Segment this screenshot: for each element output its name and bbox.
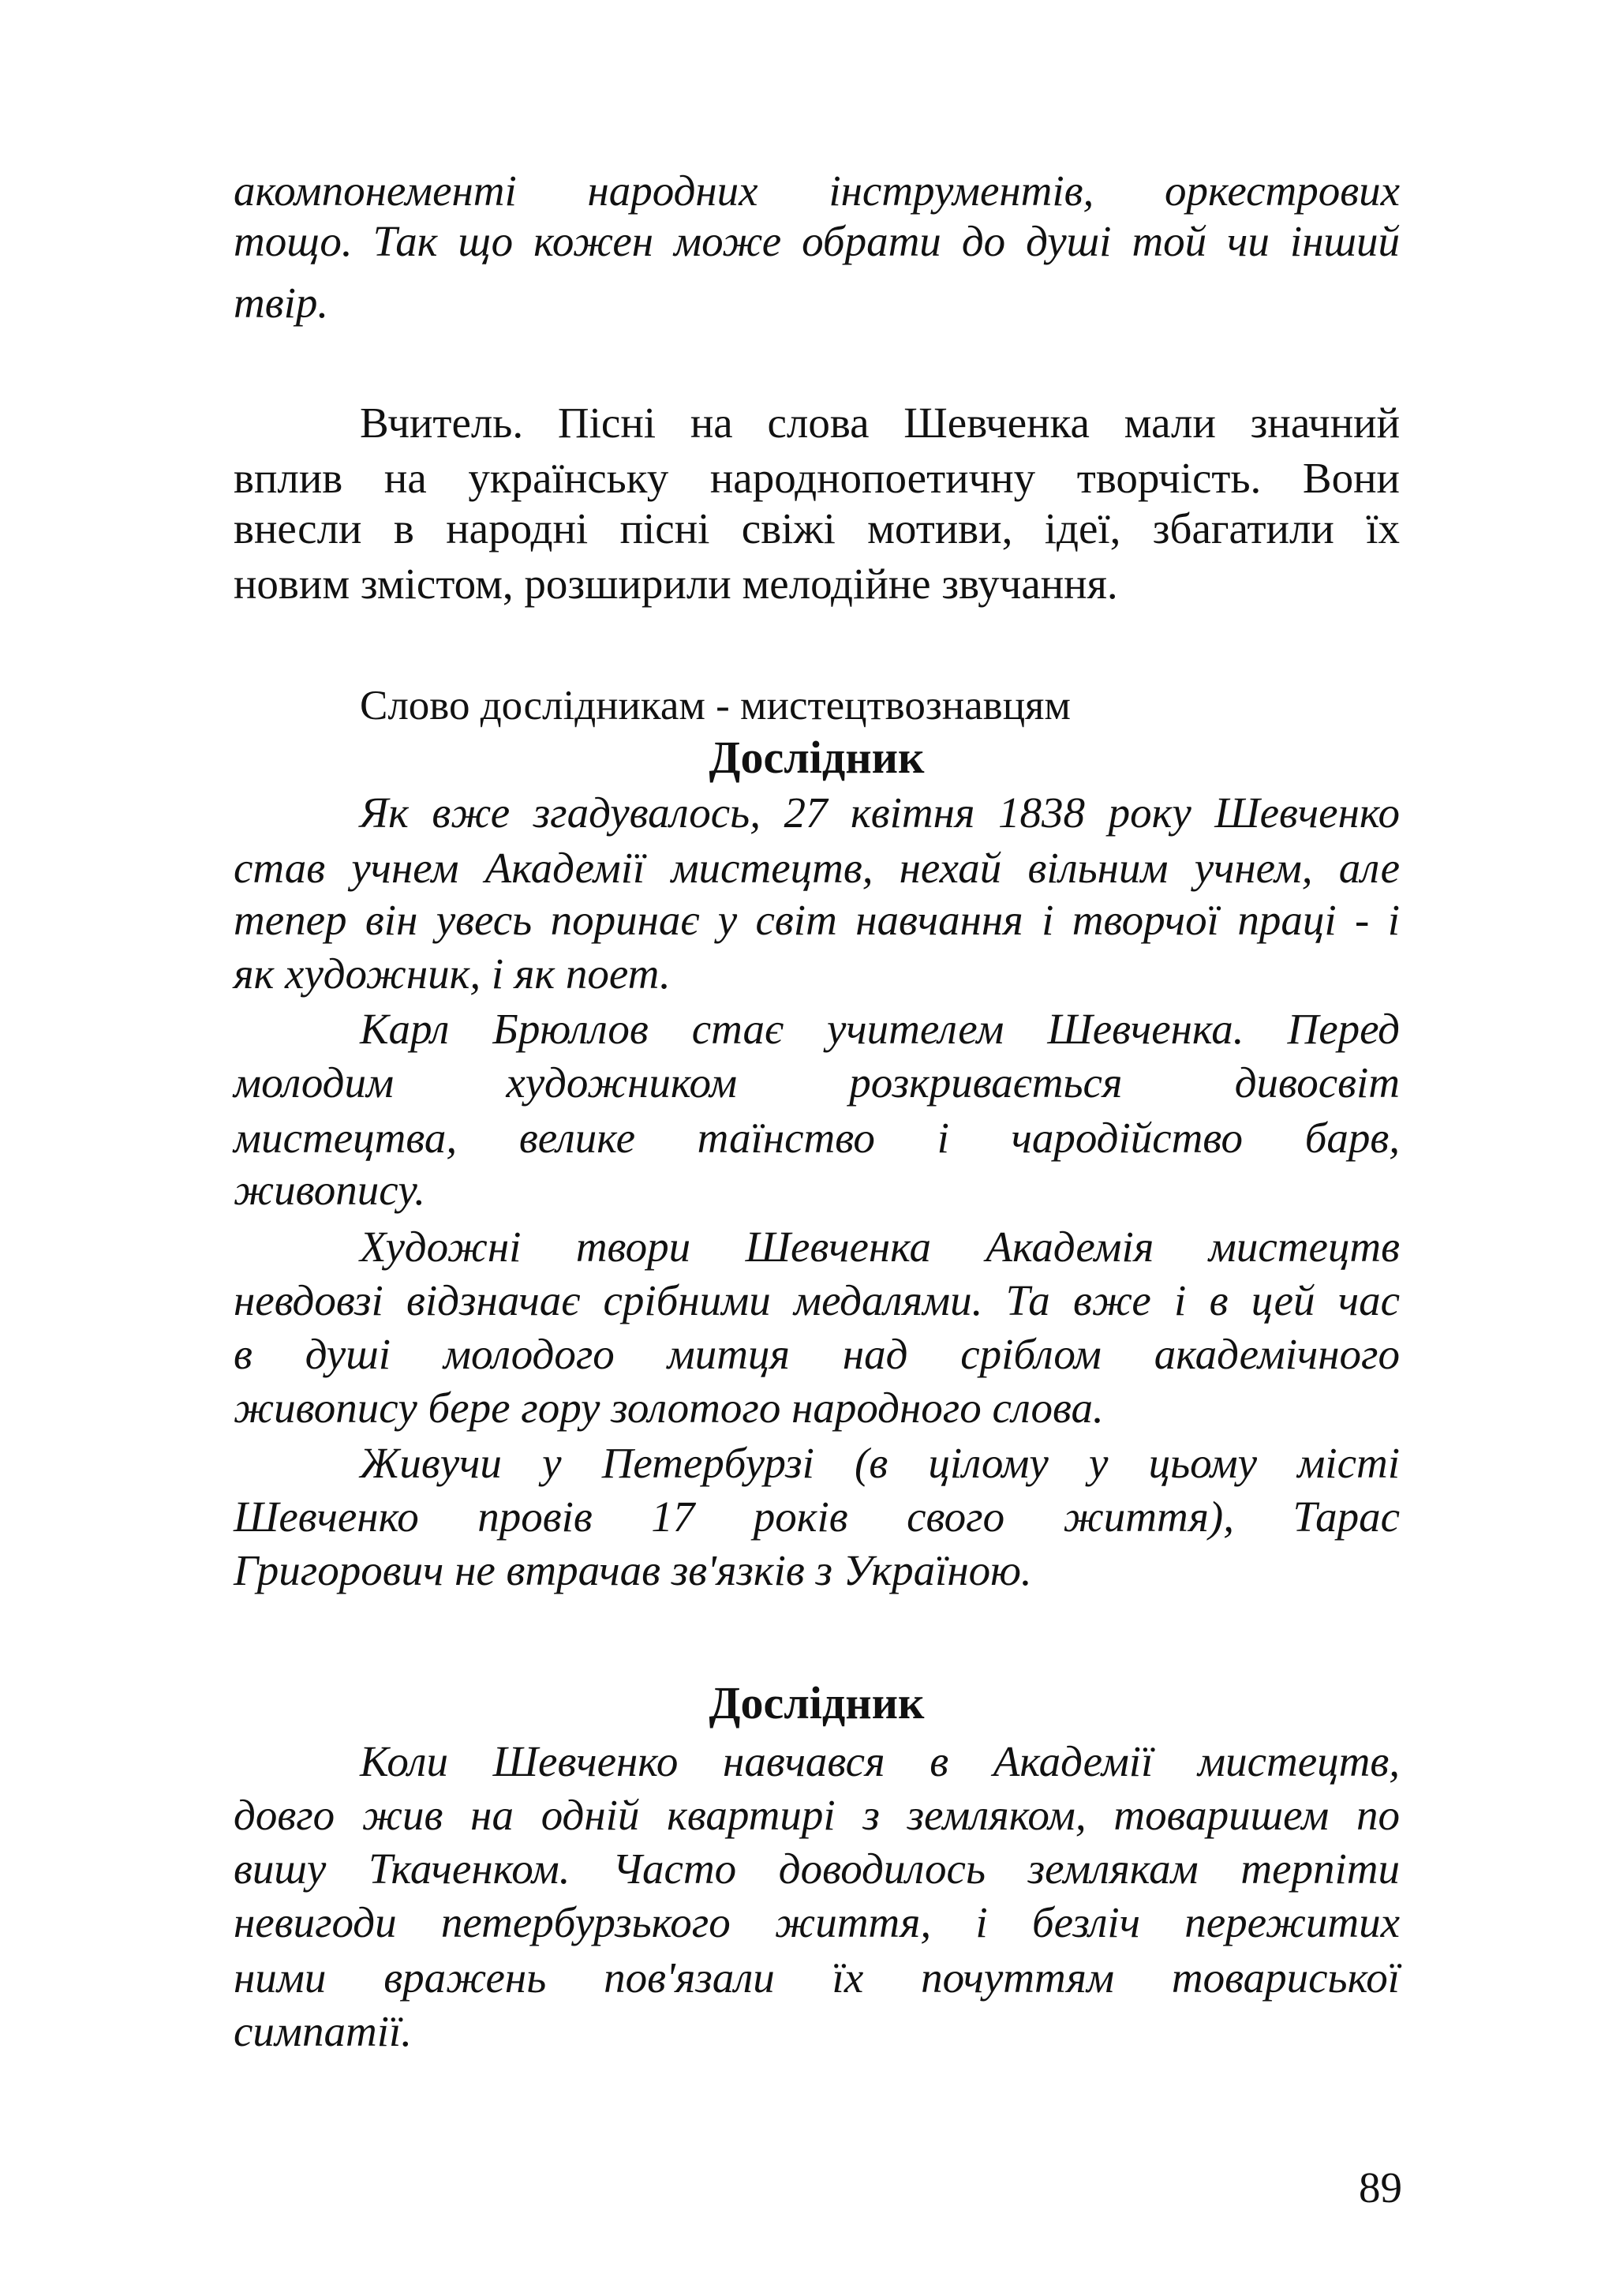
paragraph-line: молодим художником розкривається дивосвіт <box>234 1058 1400 1107</box>
teacher-line: внесли в народні пісні свіжі мотиви, ідеї, збагатили їх <box>234 504 1400 552</box>
teacher-line: Вчитель. Пісні на слова Шевченка мали значний <box>360 399 1400 447</box>
teacher-line: вплив на українську народнопоетичну творчість. Вони <box>234 454 1400 502</box>
paragraph-line: став учнем Академії мистецтв, нехай вільним учнем, але <box>234 844 1400 892</box>
paragraph-line: невдовзі відзначає срібними медалями. Та вже і в цей час <box>234 1276 1400 1324</box>
paragraph-line: невигоди петербурзького життя, і безліч пережитих <box>234 1898 1400 1946</box>
paragraph-line: ними вражень пов'язали їх почуттям товариської <box>234 1953 1400 2002</box>
paragraph-line: Як вже згадувалось, 27 квітня 1838 року Шевченко <box>360 788 1400 837</box>
paragraph-line: Карл Брюллов стає учителем Шевченка. Перед <box>360 1005 1400 1053</box>
section-heading: Дослідник <box>709 1677 925 1729</box>
paragraph-line: мистецтва, велике таїнство і чародійство барв, <box>234 1114 1400 1162</box>
paragraph-line: Коли Шевченко навчався в Академії мистецтв, <box>360 1737 1400 1785</box>
paragraph-line: Художні твори Шевченка Академія мистецтв <box>360 1223 1400 1271</box>
paragraph-line: вишу Ткаченком. Часто доводилось землякам терпіти <box>234 1845 1400 1893</box>
teacher-line: новим змістом, розширили мелодійне звучання. <box>234 560 1118 608</box>
paragraph-line: Григорович не втрачав зв'язків з Україною. <box>234 1546 1032 1594</box>
paragraph-line: довго жив на одній квартирі з земляком, товаришем по <box>234 1791 1400 1839</box>
paragraph-line: як художник, і як поет. <box>234 949 671 998</box>
section-note: Слово дослідникам - мистецтвознавцям <box>360 683 1071 729</box>
paragraph-line: Живучи у Петербурзі (в цілому у цьому місті <box>360 1439 1400 1487</box>
page-number: 89 <box>1359 2163 1402 2212</box>
paragraph-line: в душі молодого митця над сріблом академічного <box>234 1330 1400 1378</box>
intro-line: акомпонементі народних інструментів, оркестрових <box>234 167 1400 215</box>
paragraph-line: тепер він увесь поринає у світ навчання і творчої праці - і <box>234 896 1400 944</box>
paragraph-line: Шевченко провів 17 років свого життя), Тарас <box>234 1493 1400 1541</box>
paragraph-line: живопису. <box>234 1166 426 1214</box>
paragraph-line: симпатії. <box>234 2007 413 2055</box>
paragraph-line: живопису бере гору золотого народного слова. <box>234 1384 1104 1432</box>
intro-line: тощо. Так що кожен може обрати до душі той чи інший <box>234 217 1400 265</box>
intro-line: твір. <box>234 279 329 327</box>
section-heading: Дослідник <box>709 732 925 783</box>
